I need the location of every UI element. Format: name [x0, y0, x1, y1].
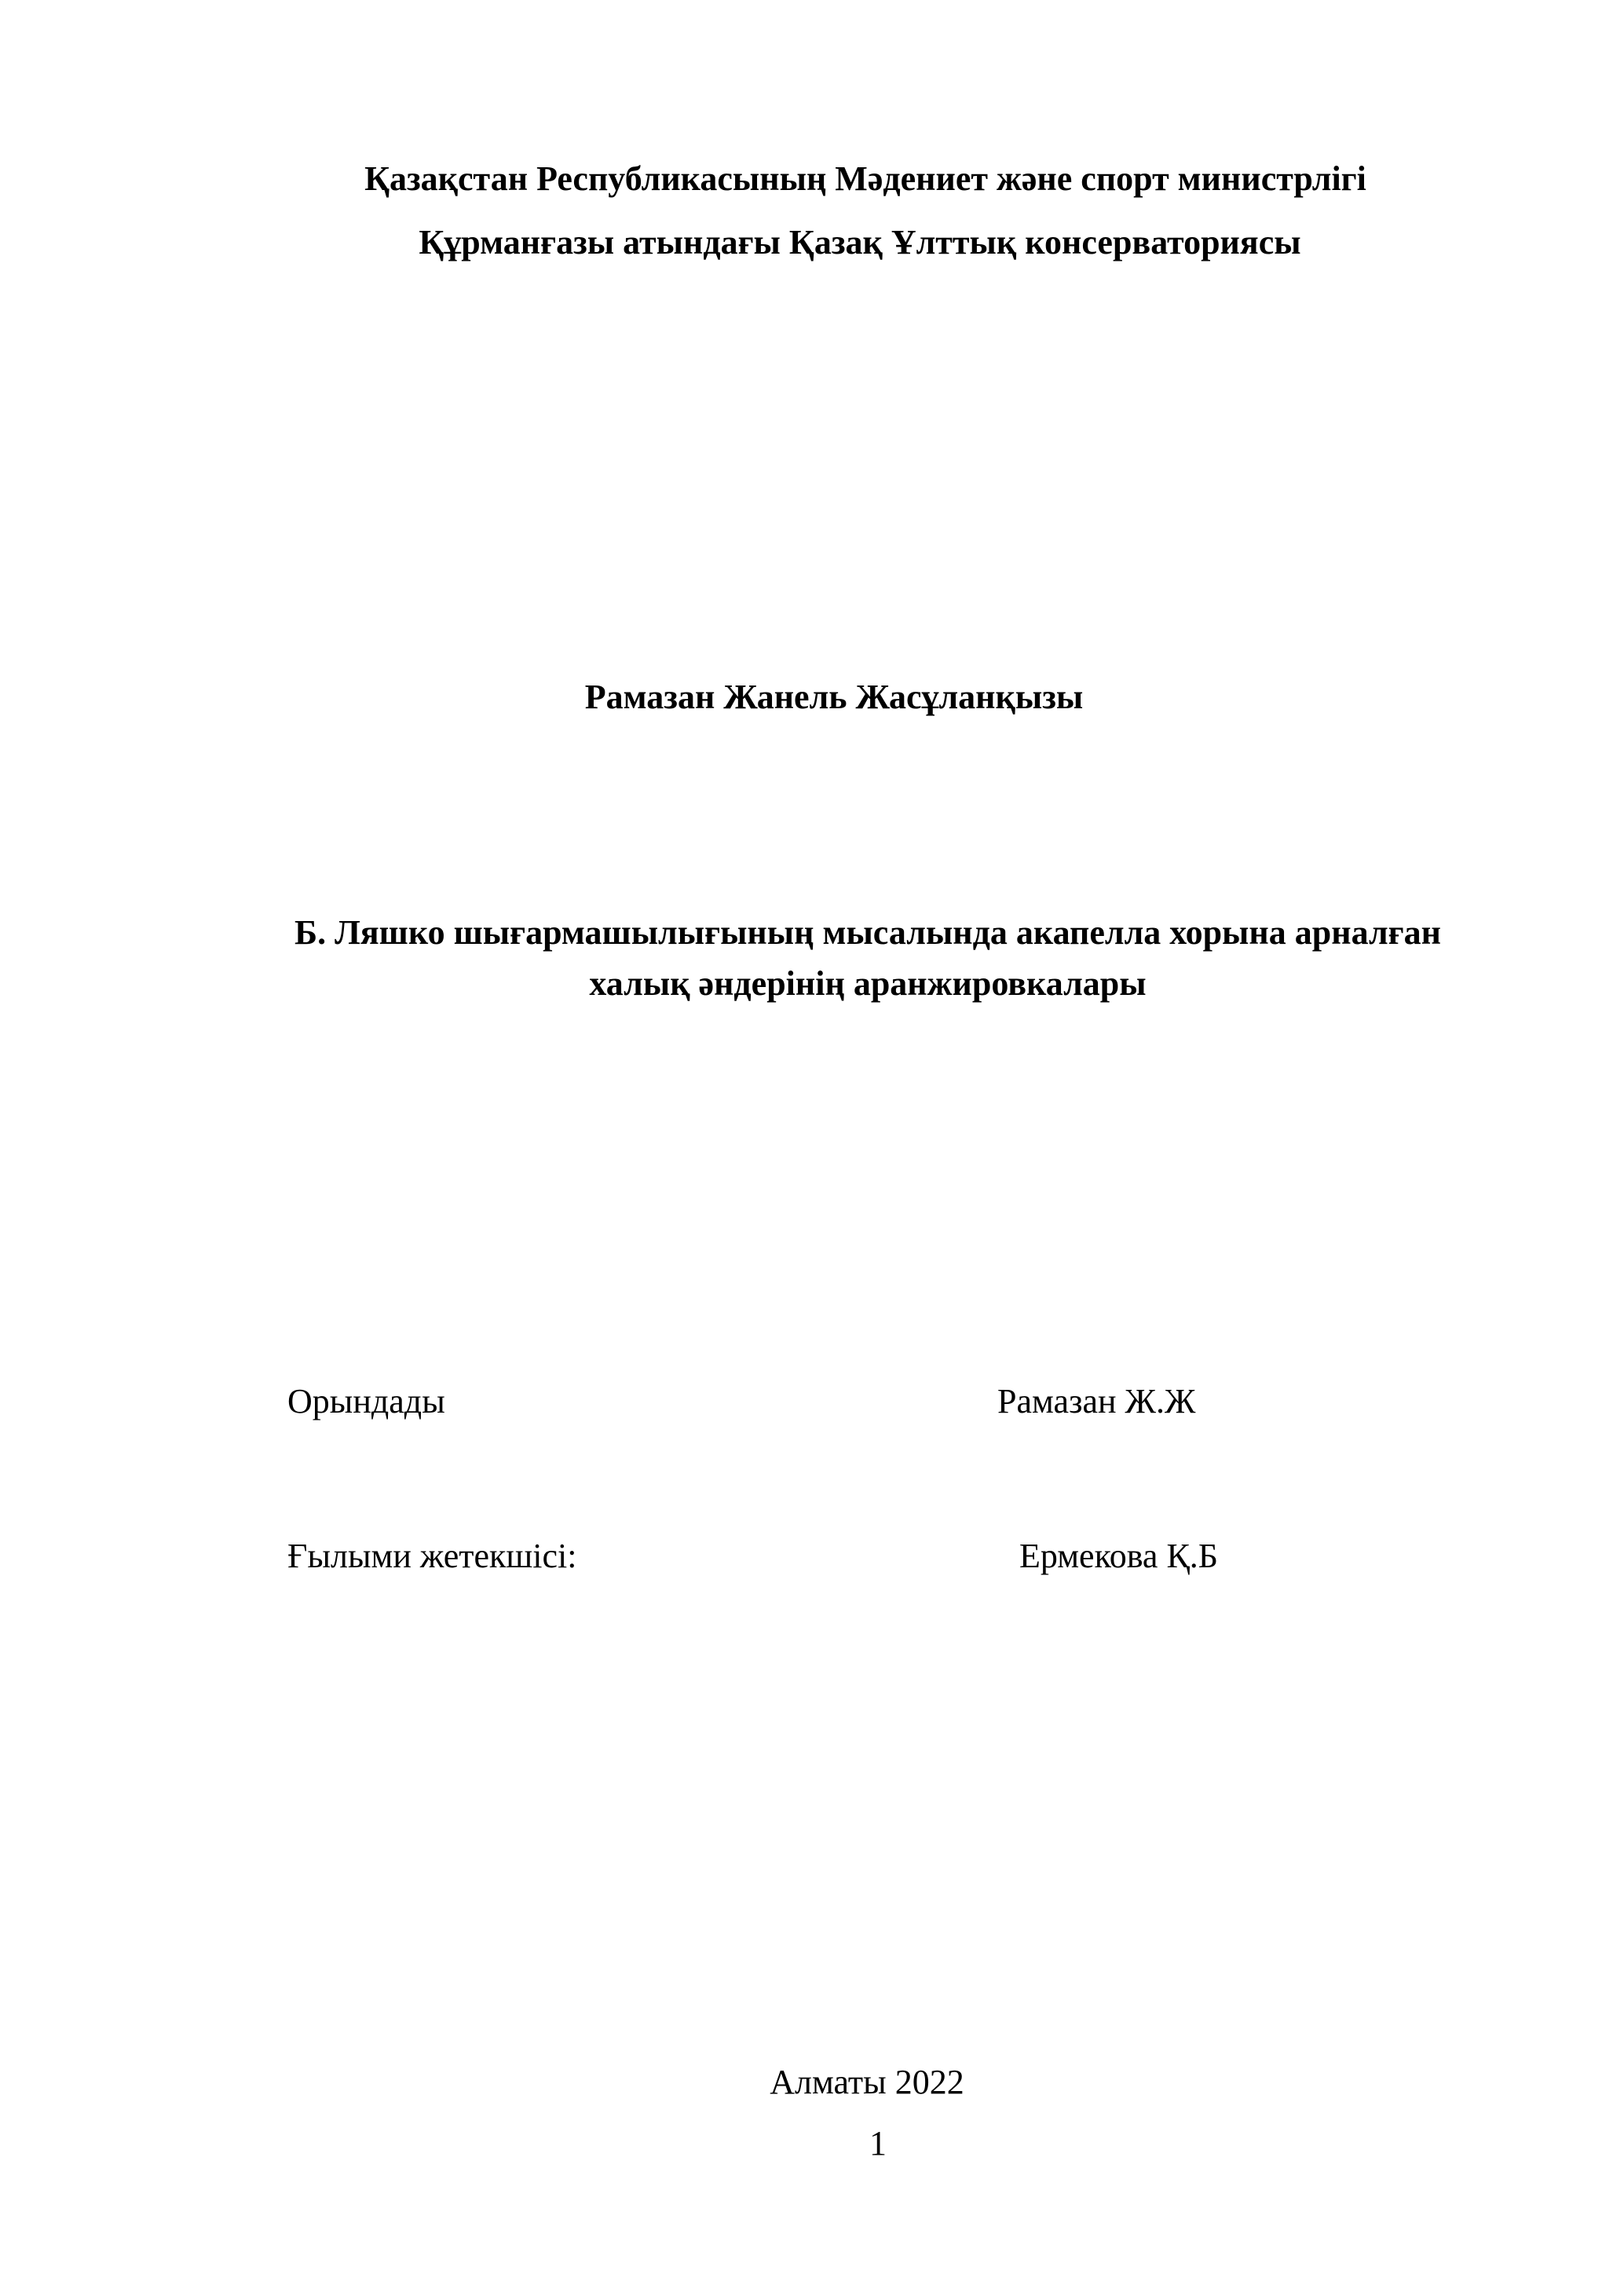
thesis-title-line-2: халық әндерінің аранжировкалары — [589, 964, 1147, 1003]
city-and-year: Алматы 2022 — [770, 2063, 964, 2101]
performed-by-label: Орындады — [287, 1382, 445, 1420]
supervisor-name: Ермекова Қ.Б — [1019, 1537, 1219, 1575]
institution-heading: Құрманғазы атындағы Қазақ Ұлттық консерваториясы — [419, 223, 1301, 261]
thesis-title-line-1: Б. Ляшко шығармашылығының мысалында акапелла хорына арналған — [294, 913, 1441, 952]
author-name: Рамазан Жанель Жасұланқызы — [584, 678, 1084, 716]
page-number: 1 — [869, 2124, 887, 2163]
supervisor-label: Ғылыми жетекшісі: — [287, 1537, 577, 1575]
ministry-heading: Қазақстан Республикасының Мәдениет және спорт министрлігі — [364, 159, 1366, 198]
performed-by-name: Рамазан Ж.Ж — [997, 1382, 1196, 1420]
